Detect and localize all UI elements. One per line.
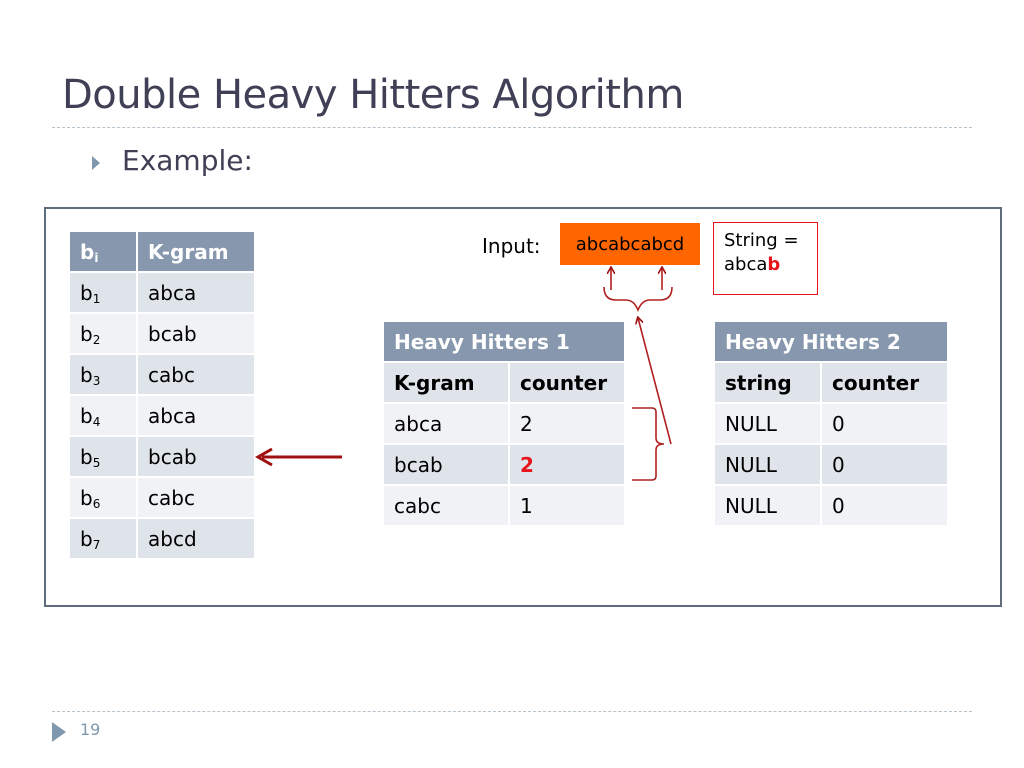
kgram-cell: cabc: [137, 354, 255, 395]
table-row: [69, 272, 255, 313]
hh1-column-headers: [383, 362, 625, 403]
hh2-count-cell: 0: [821, 444, 948, 485]
block-subscript: 4: [92, 414, 101, 429]
block-subscript: 2: [92, 332, 101, 347]
block-label: b: [80, 403, 93, 428]
block-subscript: 1: [92, 291, 101, 306]
hh1-title: Heavy Hitters 1: [383, 321, 625, 362]
table-row: [69, 354, 255, 395]
hh2-col-string: string: [714, 362, 821, 403]
hh2-key-cell: NULL: [714, 403, 821, 444]
block-label: b: [80, 280, 93, 305]
hh1-count-cell: 2: [509, 403, 625, 444]
kgram-cell: abcd: [137, 518, 255, 559]
current-string-box: [713, 222, 818, 295]
block-label: b: [80, 362, 93, 387]
hh1-count-cell: 1: [509, 485, 625, 526]
string-box-line2: [724, 253, 807, 277]
hh2-count-cell: 0: [821, 485, 948, 526]
hh1-count-cell-updated: 2: [509, 444, 625, 485]
table-row: [69, 313, 255, 354]
hh2-key-cell: NULL: [714, 444, 821, 485]
string-prefix: abca: [724, 254, 768, 275]
hh2-key-cell: NULL: [714, 485, 821, 526]
block-id-cell: [69, 518, 137, 559]
table-row: [383, 444, 625, 485]
string-highlight-char: b: [767, 254, 781, 275]
hh1-col-kgram: K-gram: [383, 362, 509, 403]
block-subscript: 7: [92, 537, 101, 552]
table-row: [69, 518, 255, 559]
kgram-cell: bcab: [137, 313, 255, 354]
block-subscript: 6: [92, 496, 101, 511]
input-label: Input:: [482, 234, 541, 258]
header-b-cell: [69, 231, 137, 272]
table-row: [69, 395, 255, 436]
hh2-title: Heavy Hitters 2: [714, 321, 948, 362]
hh1-col-counter: counter: [509, 362, 625, 403]
block-label: b: [80, 444, 93, 469]
hh1-key-cell: abca: [383, 403, 509, 444]
block-label: b: [80, 485, 93, 510]
block-subscript: 3: [92, 373, 101, 388]
footer-divider: [52, 711, 972, 712]
title-divider: [52, 127, 972, 128]
footer-triangle-icon: [52, 722, 66, 742]
table-row: [383, 403, 625, 444]
table-row: [383, 485, 625, 526]
input-string-box: abcabcabcd: [560, 223, 700, 265]
page-number: 19: [80, 720, 101, 739]
block-id-cell: [69, 272, 137, 313]
header-b-label: b: [80, 239, 95, 264]
heavy-hitters-1-table: [382, 320, 626, 527]
header-b-subscript: i: [94, 250, 99, 265]
blocks-table-header: [69, 231, 255, 272]
hh2-column-headers: [714, 362, 948, 403]
block-id-cell: [69, 313, 137, 354]
block-id-cell: [69, 395, 137, 436]
blocks-table: [68, 230, 256, 560]
kgram-cell: bcab: [137, 436, 255, 477]
block-label: b: [80, 321, 93, 346]
block-id-cell: [69, 436, 137, 477]
header-kgram-cell: K-gram: [137, 231, 255, 272]
example-bullet-text: Example:: [122, 144, 253, 177]
hh1-key-cell: bcab: [383, 444, 509, 485]
kgram-cell: abca: [137, 395, 255, 436]
hh1-title-row: [383, 321, 625, 362]
heavy-hitters-2-table: [713, 320, 949, 527]
table-row: [69, 477, 255, 518]
kgram-cell: abca: [137, 272, 255, 313]
block-id-cell: [69, 354, 137, 395]
hh1-key-cell: cabc: [383, 485, 509, 526]
table-row: [714, 403, 948, 444]
hh2-col-counter: counter: [821, 362, 948, 403]
bullet-arrow-icon: [92, 156, 100, 170]
block-label: b: [80, 526, 93, 551]
table-row: [714, 444, 948, 485]
hh2-count-cell: 0: [821, 403, 948, 444]
table-row: [714, 485, 948, 526]
block-subscript: 5: [92, 455, 101, 470]
block-id-cell: [69, 477, 137, 518]
kgram-cell: cabc: [137, 477, 255, 518]
table-row-current: [69, 436, 255, 477]
slide-title: Double Heavy Hitters Algorithm: [62, 72, 684, 118]
string-box-line1: String =: [724, 230, 799, 251]
hh2-title-row: [714, 321, 948, 362]
